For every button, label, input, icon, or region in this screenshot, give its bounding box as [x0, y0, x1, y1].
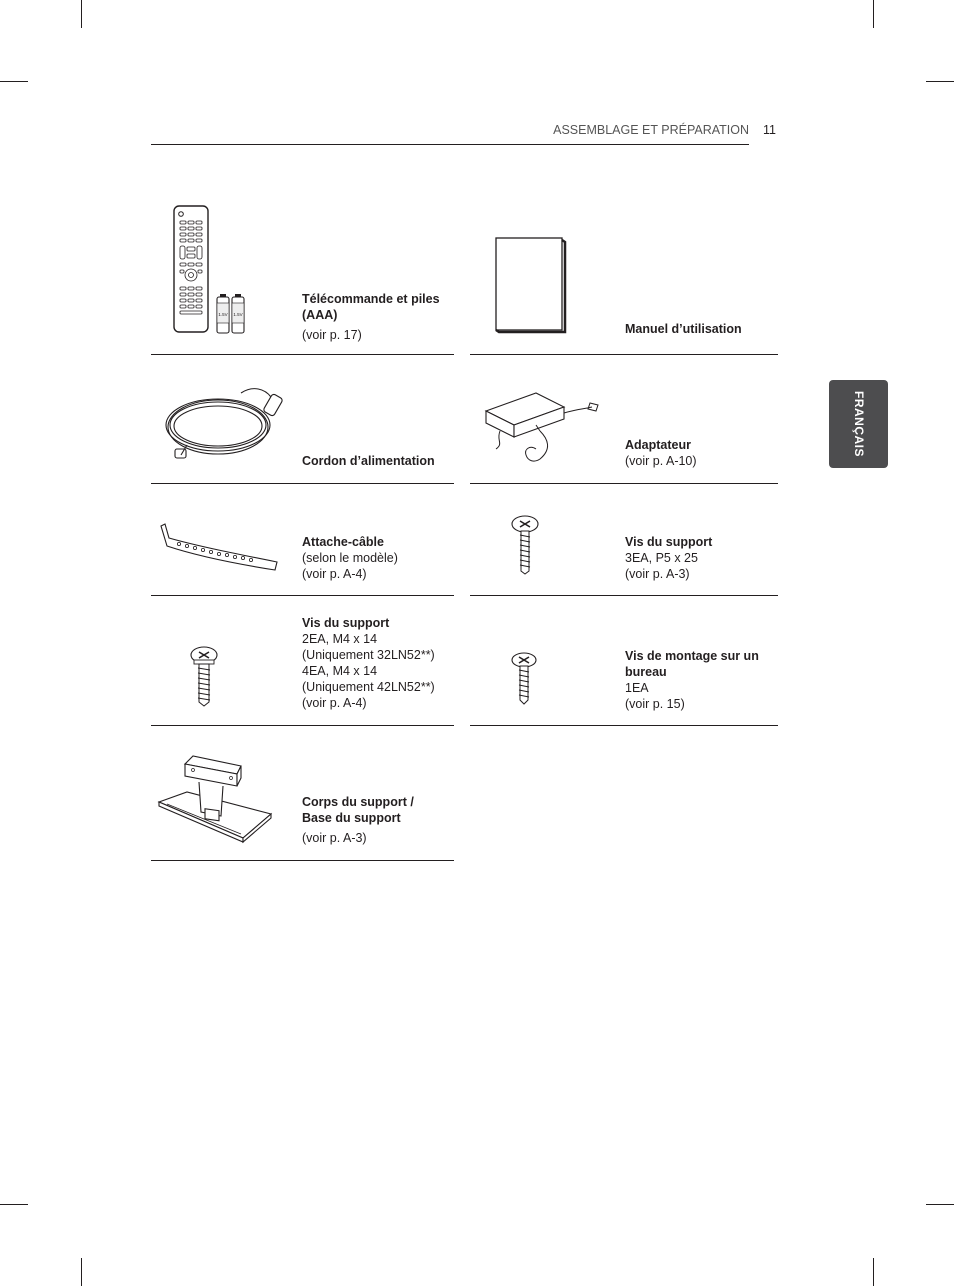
accessory-item-stand-screw: [470, 484, 778, 596]
accessory-item-stand-screw-m4: [151, 596, 454, 726]
accessory-item-power-cord: [151, 355, 454, 484]
stand-body-and-base-icon: [157, 752, 275, 849]
accessory-title: Vis du support: [302, 616, 390, 630]
accessory-item-cable-tie: [151, 484, 454, 596]
accessory-detail: (voir p. 15): [625, 697, 685, 711]
accessory-title: Base du support: [302, 811, 401, 825]
accessory-detail: (selon le modèle): [302, 551, 398, 565]
accessory-text: [302, 291, 454, 343]
accessory-title: Corps du support /: [302, 795, 414, 809]
ac-adapter-icon: [482, 379, 602, 470]
accessory-title: Vis du support: [625, 535, 713, 549]
accessory-text: [625, 648, 778, 712]
accessory-detail: (voir p. 17): [302, 328, 362, 342]
accessory-item-desk-mount-screw: [470, 596, 778, 726]
language-tab-label: FRANÇAIS: [851, 391, 866, 457]
remote-control-with-batteries-icon: [171, 203, 251, 340]
manual-booklet-icon: [492, 235, 568, 340]
accessory-title: Manuel d’utilisation: [625, 322, 742, 336]
accessory-text: [302, 615, 454, 711]
power-cord-icon: [163, 383, 289, 468]
accessory-text: [625, 534, 778, 582]
accessory-item-manual: [470, 195, 778, 355]
accessory-item-stand: [151, 726, 454, 861]
accessory-title: Vis de montage sur un: [625, 649, 759, 663]
accessory-title: Adaptateur: [625, 438, 691, 452]
screw-icon: [510, 652, 538, 711]
accessory-detail: (voir p. A-3): [302, 831, 367, 845]
accessory-title: bureau: [625, 665, 667, 679]
accessory-detail: (Uniquement 42LN52**): [302, 680, 435, 694]
screw-icon: [189, 646, 219, 713]
accessory-detail: 4EA, M4 x 14: [302, 664, 378, 678]
language-tab: [829, 380, 888, 468]
crop-mark: [926, 1204, 954, 1205]
accessory-text: [625, 321, 778, 337]
page-header: [151, 120, 749, 145]
accessory-text: [625, 437, 778, 469]
accessory-title: Attache-câble: [302, 535, 384, 549]
accessory-detail: (voir p. A-4): [302, 567, 367, 581]
battery-voltage-label: 1.5V: [233, 312, 243, 317]
header-section-title: ASSEMBLAGE ET PRÉPARATION: [553, 123, 749, 137]
crop-mark: [0, 81, 28, 82]
cable-tie-icon: [157, 520, 281, 579]
page-number: 11: [763, 123, 776, 137]
accessory-detail: 2EA, M4 x 14: [302, 632, 378, 646]
accessory-detail: (voir p. A-3): [625, 567, 690, 581]
accessory-title: (AAA): [302, 308, 338, 322]
crop-mark: [873, 1258, 874, 1286]
accessory-title: Cordon d’alimentation: [302, 454, 435, 468]
accessory-text: [302, 453, 454, 469]
crop-mark: [81, 0, 82, 28]
accessory-detail: (Uniquement 32LN52**): [302, 648, 435, 662]
accessory-text: [302, 794, 454, 846]
crop-mark: [81, 1258, 82, 1286]
accessory-detail: (voir p. A-10): [625, 454, 697, 468]
accessory-item-remote: [151, 195, 454, 355]
crop-mark: [873, 0, 874, 28]
battery-voltage-label: 1.5V: [218, 312, 228, 317]
accessory-detail: (voir p. A-4): [302, 696, 367, 710]
crop-mark: [0, 1204, 28, 1205]
screw-icon: [510, 515, 540, 580]
accessory-title: Télécommande et piles: [302, 292, 440, 306]
accessory-detail: 3EA, P5 x 25: [625, 551, 698, 565]
accessory-text: [302, 534, 454, 582]
accessory-detail: 1EA: [625, 681, 649, 695]
accessory-item-adapter: [470, 355, 778, 484]
crop-mark: [926, 81, 954, 82]
